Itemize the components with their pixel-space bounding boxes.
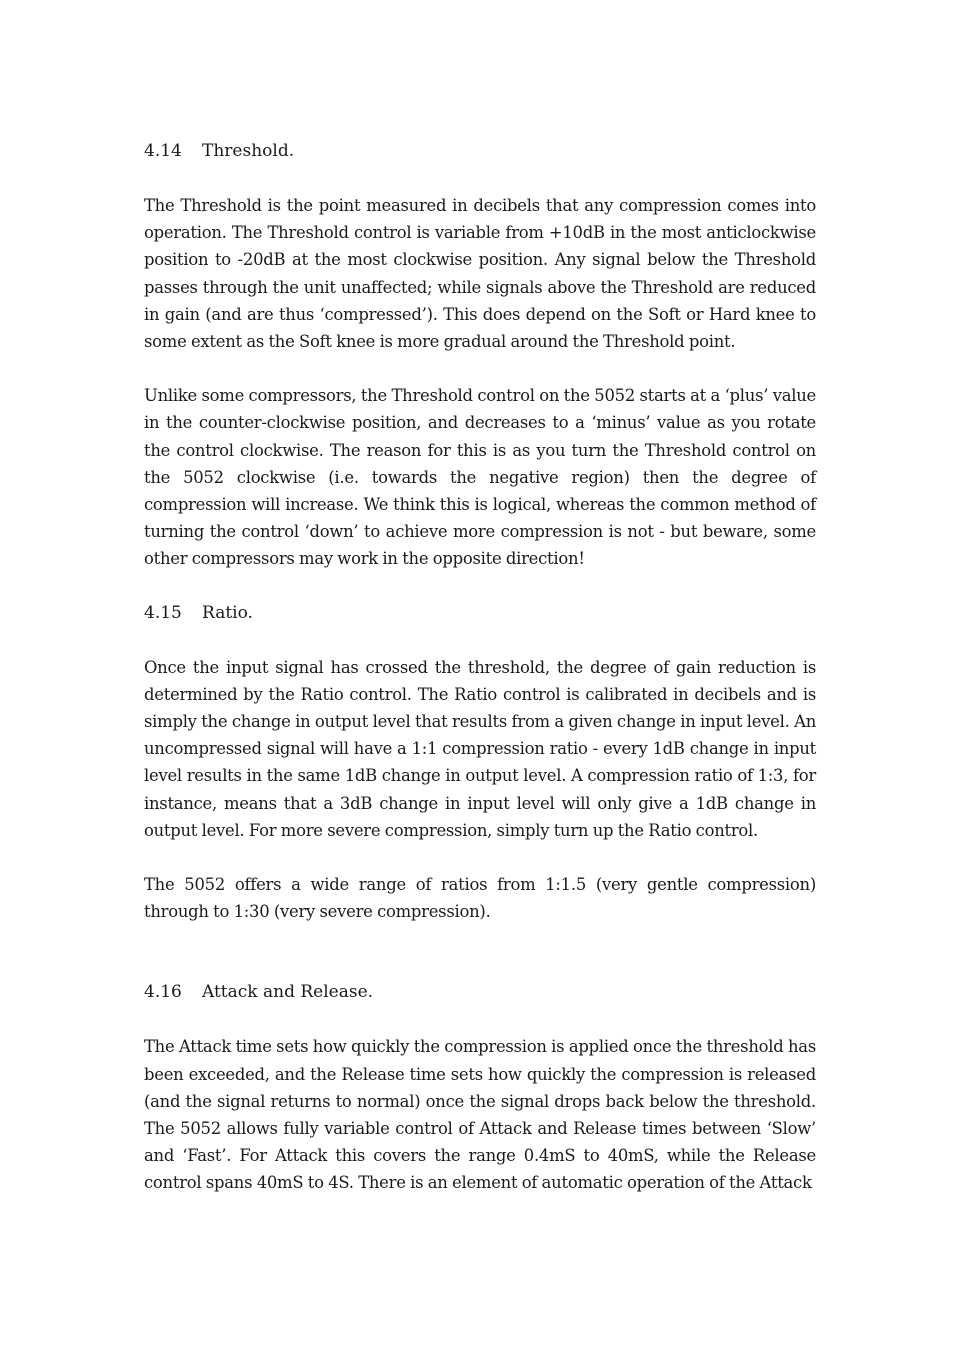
document-page [144, 138, 816, 1197]
paragraph: The 5052 offers a wide range of ratios from 1:1.5 (very gentle compression) through to 1:30 (very severe compression). [144, 875, 816, 922]
paragraph: The Attack time sets how quickly the compression is applied once the threshold has been exceeded, and the Release time sets how quickly the compression is released (and the signal returns to normal) once the signal drops back below the threshold. The 5052 allows fully variable control of Attack and Release times between ‘Slow’ and ‘Fast’. For Attack this covers the range 0.4mS to 40mS, while the Release control spans 40mS to 4S. There is an element of automatic operation of the Attack [144, 1037, 816, 1193]
section-title: Attack and Release. [202, 982, 374, 1003]
section-number: 4.15 [144, 602, 182, 623]
section-heading-threshold [144, 138, 816, 165]
section-title: Threshold. [202, 141, 295, 161]
paragraph: Once the input signal has crossed the threshold, the degree of gain reduction is determined by the Ratio control. The Ratio control is calibrated in decibels and is simply the change in output level that results from a given change in input level. An uncompressed signal will have a 1:1 compression ratio - every 1dB change in input level results in the same 1dB change in output level. A compression ratio of 1:3, for instance, means that a 3dB change in input level will only give a 1dB change in output level. For more severe compression, simply turn up the Ratio control. [144, 657, 816, 840]
paragraph: The Threshold is the point measured in decibels that any compression comes into operation. The Threshold control is variable from +10dB in the most anticlockwise position to -20dB at the most clockwise position. Any signal below the Threshold passes through the unit unaffected; while signals above the Threshold are reduced in gain (and are thus ‘compressed’). This does depend on the Soft or Hard knee to some extent as the Soft knee is more gradual around the Threshold point. [144, 196, 816, 352]
section-heading-attack-release [144, 979, 816, 1006]
section-number: 4.16 [144, 982, 182, 1003]
section-heading-ratio [144, 600, 816, 627]
paragraph: Unlike some compressors, the Threshold control on the 5052 starts at a ‘plus’ value in the counter-clockwise position, and decreases to a ‘minus’ value as you rotate the control clockwise. The reason for this is as you turn the Threshold control on the 5052 clockwise (i.e. towards the negative region) then the degree of compression will increase. We think this is logical, whereas the common method of turning the control ‘down’ to achieve more compression is not - but beware, some other compressors may work in the opposite direction! [144, 386, 816, 569]
section-number: 4.14 [144, 141, 182, 161]
section-title: Ratio. [202, 602, 253, 623]
